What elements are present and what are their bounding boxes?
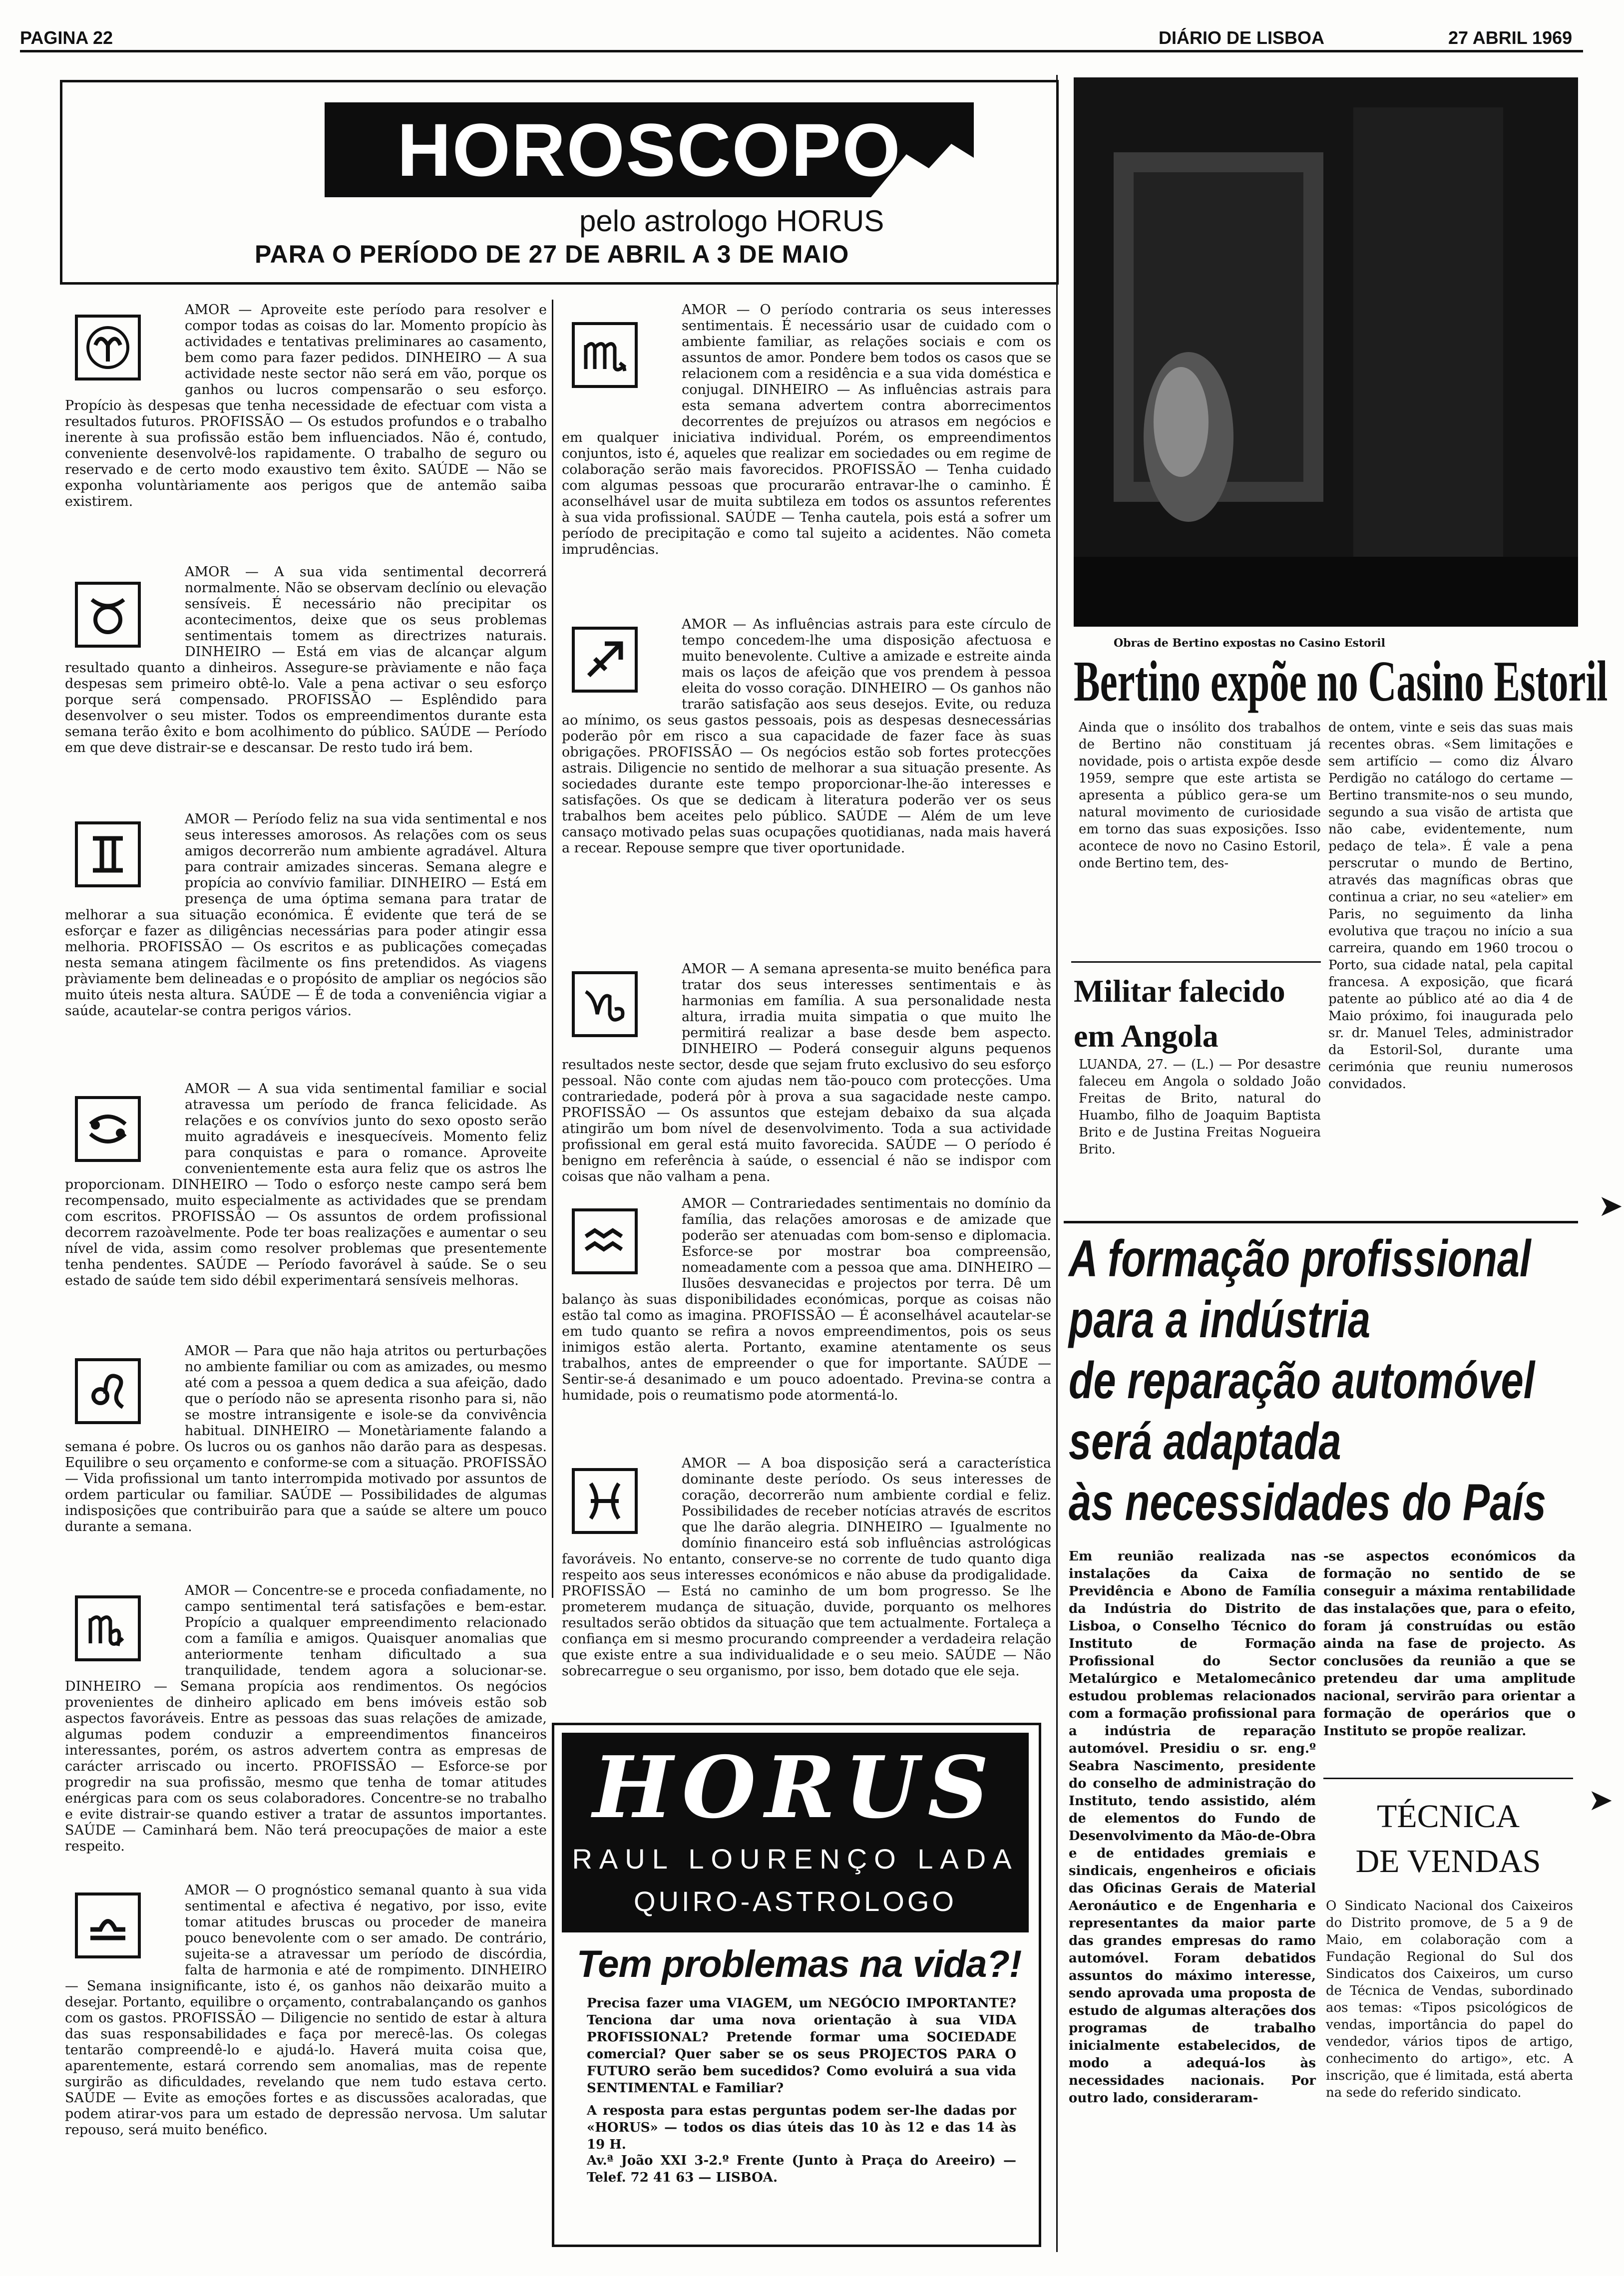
horoscope-text: AMOR — O prognóstico semanal quanto à sua vida sentimental e afectiva é negativo, por isso, evite tomar atitudes bruscas ou proceder de maneira pouco benevolente com o ser amado. De contrário, sujeita-se a atravessar um período de discórdia, falta de harmonia e até de rompimento. DINHEIRO — Semana insignificante, isto é, os ganhos não deixarão muito a desejar. Portanto, equilibre o orçamento, contrabalançando os ganhos com os gastos. PROFISSÃO — Diligencie no sentido de estar à altura das suas responsabilidades e faça por merecê-las. Os colegas tentarão compreendê-lo e ajudá-lo. Haverá muita coisa que, aparentemente, estará correndo sem anomalias, mas de repente surgirão as dificuldades, revelando que nem tudo estava certo. SAÚDE — Evite as emoções fortes e as discussões acaloradas, que podem atirar-vos para um estado de depressão nervosa. Um salutar repouso, será muito benéfico. [65, 1883, 547, 2138]
column-rule [1056, 75, 1058, 2252]
formacao-headline-line-4: será adaptada [1069, 1413, 1341, 1471]
horoscope-text: AMOR — A sua vida sentimental decorrerá normalmente. Não se observam declínio ou elevação sensíveis. É necessário não precipitar os acontecimentos, deixe que os seus problemas sentimentais tomem as directrizes naturais. DINHEIRO — Está em vias de alcançar algum resultado quanto a dinheiros. Assegure-se pràviamente e não faça despesas sem primeiro obtê-lo. Vale a pena activar o seu esforço porque será compensado. PROFISSÃO — Esplêndido para desenvolver o seu mister. Todos os empreendimentos durante esta semana terão êxito e bom acolhimento do público. SAÚDE — Período em que deve distrair-se e descansar. De resto tudo irá bem. [65, 564, 547, 756]
horoscope-text: AMOR — O período contraria os seus interesses sentimentais. É necessário usar de cuidado com o ambiente familiar, as relações sociais e com os assuntos de amor. Pondere bem todos os casos que se relacionem com a residência e a sua vida doméstica e conjugal. DINHEIRO — As influências astrais para esta semana advertem contra aborrecimentos decorrentes de prejuízos ou atrasos em negócios e em qualquer iniciativa individual. Porém, os empreendimentos conjuntos, isto é, aqueles que realizar em sociedades ou em regime de colaboração serão mais favorecidos. PROFISSÃO — Tenha cuidado com algumas pessoas que procurarão entravar-lhe o caminho. É aconselhável usar de muita subtileza em todos os assuntos referentes à sua vida profissional. SAÚDE — Tenha cautela, pois está a sofrer um período de precipitação e como tal sujeito a acidentes. Não cometa imprudências. [562, 302, 1051, 557]
horoscope-text: AMOR — Contrariedades sentimentais no domínio da família, das relações amorosas e de amizade que poderão ser atenuadas com bom-senso e diplomacia. Esforce-se por mostrar boa compreensão, nomeadamente com a pessoa que ama. DINHEIRO — Ilusões desvanecidas e projectos por terra. Dê um balanço às suas disponibilidades económicas, porque as coisas não estão tal como as imagina. PROFISSÃO — É aconselhável acautelar-se em tudo quanto se refira a novos empreendimentos, pois os seus inimigos estão alerta. Portanto, examine atentamente os seus trabalhos, antes de empreender o que for importante. SAÚDE — Sentir-se-á desanimado e um pouco adoentado. Previna-se contra a humidade, pois o reumatismo pode atormentá-lo. [562, 1196, 1051, 1403]
page-number: PAGINA 22 [20, 27, 113, 48]
formacao-column-2: -se aspectos económicos da formação no sentido de se conseguir a máxima rentabilidade das instalações que, para o efeito, foram já construídas ou estão ainda na fase de projecto. As conclusões da reunião a que se pretendeu dar uma amplitude nacional, servirão para orientar a formação de operários que o Instituto se propõe realizar. [1323, 1549, 1576, 1739]
ad-astrologer-name: RAUL LOURENÇO LADA [572, 1843, 1019, 1875]
formacao-headline-line-5: às necessidades do País [1069, 1474, 1546, 1531]
horoscope-period: PARA O PERÍODO DE 27 DE ABRIL A 3 DE MAIO [255, 240, 849, 268]
margin-arrow-icon: ➤ [1588, 1783, 1614, 1818]
bertino-artwork-photo [1074, 77, 1578, 627]
section-rule [1323, 1778, 1573, 1779]
horoscope-entry [65, 1583, 547, 1863]
horoscope-text: AMOR — Aproveite este período para resolver e compor todas as coisas do lar. Momento propício às actividades e tentativas preliminares ao casamento, bem como para fazer pedidos. DINHEIRO — A sua actividade neste sector não será em vão, porque os ganhos ou lucros compensarão o seu esforço. Propício às despesas que tenha necessidade de efectuar com vista a resultados futuros. PROFISSÃO — Os estudos profundos e o trabalho inerente à sua profissão estão bem influenciados. Não é, contudo, conveniente desenvolvê-los rapidamente. O trabalho de seguro ou reservado e de certo modo exaustivo tem êxito. SAÚDE — Não se exponha voluntàriamente aos perigos que de antemão saiba existirem. [65, 302, 547, 509]
bertino-column-2: de ontem, vinte e seis das suas mais recentes obras. «Sem limitações e sem artifício — como diz Álvaro Perdigão no catálogo do certame — Bertino transmite-nos o seu mundo, segundo a sua visão de artista que não cabe, evidentemente, num pedaço de tela». É vale a pena perscrutar o mundo de Bertino, através das magníficas obras que continua a criar, no seu «atelier» em Paris, no seguimento da linha evolutiva que traçou no início a sua carreira, quando em 1960 trocou o Porto, sua cidade natal, pela capital francesa. A exposição, que ficará patente ao público até ao dia 4 de Maio próximo, foi inaugurada pelo sr. dr. Manuel Teles, administrador da Estoril-Sol, durante uma cerimónia que reuniu numerosos convidados. [1328, 720, 1573, 1092]
horoscope-entry [65, 302, 547, 524]
ad-brand: HORUS [592, 1738, 998, 1838]
ad-answer: A resposta para estas perguntas podem ser-lhe dadas por «HORUS» — todos os dias úteis das 10 às 12 e das 14 às 19 H. [587, 2103, 1016, 2152]
bertino-headline: Bertino expõe no Casino Estoril [1074, 650, 1608, 714]
ad-astrologer-role: QUIRO-ASTROLOGO [634, 1886, 957, 1917]
issue-date: 27 ABRIL 1969 [1448, 27, 1573, 48]
section-rule [1071, 961, 1321, 963]
horoscope-entry [65, 564, 547, 786]
horoscope-entry [65, 811, 547, 1066]
horoscope-byline: pelo astrologo HORUS [579, 204, 884, 238]
tecnica-headline-line-1: TÉCNICA [1377, 1798, 1520, 1835]
horoscope-entry [562, 617, 1051, 881]
horoscope-entry [65, 1081, 547, 1336]
horoscope-title: HOROSCOPO [397, 108, 901, 192]
horoscope-text: AMOR — A sua vida sentimental familiar e social atravessa um período de franca felicidade. As relações e os convívios junto do sexo oposto serão muito agradáveis e inesquecíveis. Momento feliz para conquistas e para o romance. Aproveite convenientemente esta aura feliz que os astros lhe proporcionam. DINHEIRO — Todo o esforço neste campo será bem recompensado, muito especialmente as actividades que se prendam com escritos. PROFISSÃO — Os assuntos de ordem profissional decorrem razoàvelmente. Pode ter boas realizações e aumentar o seu nível de vida, assim como resolver problemas que presentemente tenha pendentes. SAÚDE — Período favorável à saúde. Se o seu estado de saúde tem sido débil experimentará sensíveis melhoras. [65, 1081, 547, 1288]
horoscope-text: AMOR — Período feliz na sua vida sentimental e nos seus interesses amorosos. As relações com os seus amigos decorrerão num ambiente agradável. Altura para contrair amizades sinceras. Semana alegre e propícia ao convívio familiar. DINHEIRO — Está em presença de uma óptima semana para tratar de melhorar a sua situação económica. É evidente que terá de se esforçar e fazer as diligências necessárias para poder atingir essa melhoria. PROFISSÃO — Os escritos e as publicações começadas nesta semana atingem fàcilmente os fins pretendidos. As viagens pràviamente bem delineadas e o propósito de ampliar os negócios são muito úteis nesta altura. SAÚDE — É de toda a conveniência vigiar a saúde, acautelar-se contra perigos vários. [65, 811, 547, 1019]
formacao-headline-line-2: para a indústria [1069, 1291, 1371, 1349]
horoscope-entry [562, 302, 1051, 602]
margin-arrow-icon: ➤ [1598, 1188, 1624, 1223]
column-rule [552, 300, 553, 1598]
militar-text: LUANDA, 27. — (L.) — Por desastre faleceu em Angola o soldado João Freitas de Brito, natural do Huambo, filho de Joaquim Baptista Brito e de Justina Freitas Nogueira Brito. [1079, 1057, 1321, 1157]
ad-address: Av.ª João XXI 3-2.º Frente (Junto à Praça do Areeiro) — Telef. 72 41 63 — LISBOA. [587, 2153, 1016, 2185]
bertino-column-1: Ainda que o insólito dos trabalhos de Bertino não constituam já novidade, pois o artista expõe desde 1959, sempre que este artista se apresenta a público gera-se um natural movimento de curiosidade em torno das suas exposições. Isso acontece de novo no Casino Estoril, onde Bertino tem, des- [1079, 720, 1321, 871]
ad-body: Precisa fazer uma VIAGEM, um NEGÓCIO IMPORTANTE? Tenciona dar uma nova orientação à sua VIDA PROFISSIONAL? Pretende formar uma SOCIEDADE comercial? Quer saber se os seus PROJECTOS PARA O FUTURO serão bem sucedidos? Como evoluirá a sua vida SENTIMENTAL e Familiar? [587, 1996, 1016, 2096]
horoscope-text: AMOR — A semana apresenta-se muito benéfica para tratar dos seus interesses sentimentais e às harmonias em família. A sua personalidade nesta altura, irradia muita simpatia o que muito lhe permitirá realizar a base desde bem aspecto. DINHEIRO — Poderá conseguir alguns pequenos resultados neste sector, desde que sejam fruto exclusivo do seu esforço pessoal. Não conte com ajudas nem tão-pouco com protecções. Uma contrariedade, poderá pôr à prova a sua sagacidade neste campo. PROFISSÃO — Os assuntos que estejam debaixo da sua alçada atingirão um bom nível de desenvolvimento. Toda a sua actividade profissional em geral está muito favorecida. SAÚDE — O período é benigno em referência à saúde, o essencial é não se indispor com coisas que não valham a pena. [562, 961, 1051, 1184]
newspaper-name: DIÁRIO DE LISBOA [1159, 27, 1325, 48]
photo-caption: Obras de Bertino expostas no Casino Estoril [1114, 637, 1385, 650]
horoscope-title-block [325, 102, 974, 197]
horoscope-text: AMOR — A boa disposição será a característica dominante deste período. Os seus interesses de coração, decorrerão num ambiente cordial e feliz. Possibilidades de receber notícias através de escritos que lhe darão alegria. DINHEIRO — Igualmente no domínio financeiro está sob influências astrológicas favoráveis. No entanto, conserve-se no corrente de tudo quanto diga respeito aos seus interesses económicos e não abuse da prodigalidade. PROFISSÃO — Está no caminho de um bom progresso. Se lhe prometerem mudança de situação, duvide, porquanto os melhores resultados serão obtidos da situação que tem actualmente. Fortaleça a confiança em si mesmo procurando compreender a verdadeira relação que existe entre a sua individualidade e o seu meio. SAÚDE — Não sobrecarregue o seu organismo, por isso, bem dotado que ele seja. [562, 1456, 1051, 1679]
horoscope-entry [65, 1883, 547, 2162]
tecnica-headline-line-2: DE VENDAS [1355, 1843, 1541, 1880]
horoscope-text: AMOR — Para que não haja atritos ou perturbações no ambiente familiar ou com as amizades, ou mesmo até com a pessoa a quem dedica a sua afeição, dado que o período não se apresenta risonho para si, não se mostre intransigente e isole-se da convivência habitual. DINHEIRO — Monetàriamente falando a semana é pobre. Os lucros ou os ganhos não darão para as despesas. Equilibre o seu orçamento e conforme-se com a situação. PROFISSÃO — Vida profissional um tanto interrompida motivado por assuntos de ordem particular ou familiar. SAÚDE — Possibilidades de algumas indisposições que contribuirão para que a saúde se altere um pouco durante a semana. [65, 1343, 547, 1534]
formacao-headline-line-3: de reparação automóvel [1069, 1352, 1535, 1410]
militar-headline-line-1: Militar falecido [1074, 973, 1285, 1009]
horoscope-entry [562, 1196, 1051, 1431]
horoscope-entry [562, 1456, 1051, 1705]
ad-headline: Tem problemas na vida?! [576, 1943, 1022, 1985]
formacao-headline-line-1: A formação profissional [1069, 1230, 1531, 1288]
horoscope-entry [65, 1343, 547, 1583]
horoscope-entry [562, 961, 1051, 1184]
militar-headline-line-2: em Angola [1074, 1018, 1218, 1054]
horoscope-text: AMOR — As influências astrais para este círculo de tempo concedem-lhe uma disposição afectuosa e muito benevolente. Cultive a amizade e estreite ainda mais os laços de afeição que vos prendem à pessoa eleita do vosso coração. DINHEIRO — Os ganhos não trarão satisfação aos seus desejos. Evite, ou reduza ao mínimo, os seus gastos pessoais, pois as despesas desnecessárias poderão pôr em risco a sua capacidade de fazer face às suas obrigações. PROFISSÃO — Os negócios estão sob fortes protecções astrais. Diligencie no sentido de melhorar a sua situação presente. As sociedades durante este tempo proporcionar-lhe-ão interesses e satisfações. Os que se dedicam à literatura poderão ver os seus trabalhos bem aceites pelo público. SAÚDE — Além de um leve cansaço motivado pelas suas ocupações quotidianas, nada mais haverá a recear. Repouse sempre que tiver oportunidade. [562, 617, 1051, 856]
tecnica-text: O Sindicato Nacional dos Caixeiros do Distrito promove, de 5 a 9 de Maio, em colaboração com a Fundação Regional do Sul dos Sindicatos dos Caixeiros, um curso de Técnica de Vendas, subordinado aos temas: «Tipos psicológicos de vendas, importância do papel do vendedor, vários tipos de artigo, conhecimento do artigo», etc. A inscrição, que é limitada, está aberta na sede do referido sindicato. [1326, 1898, 1573, 2100]
horoscope-text: AMOR — Concentre-se e proceda confiadamente, no campo sentimental terá satisfações e bem-estar. Propício a qualquer empreendimento relacionado com a família e amigos. Quaisquer anomalias que anteriormente tenham dificultado a sua tranquilidade, tendem agora a solucionar-se. DINHEIRO — Semana propícia aos rendimentos. Os negócios provenientes de dinheiro aplicado em bens imóveis estão sob aspectos favoráveis. Entre as pessoas das suas relações de amizade, algumas podem conduzir a empreendimentos financeiros interessantes, porém, os astros advertem contra as empresas de carácter arriscado ou incerto. PROFISSÃO — Esforce-se por progredir na sua profissão, mesmo que tenha de tomar atitudes enérgicas para com os seus colaboradores. Concentre-se no trabalho e evite distrair-se quando estiver a tratar de assuntos importantes. SAÚDE — Caminhará bem. Não terá preocupações de maior a este respeito. [65, 1583, 547, 1854]
formacao-column-1: Em reunião realizada nas instalações da Caixa de Previdência e Abono de Família da Indústria do Distrito de Lisboa, o Conselho Técnico do Instituto de Formação Profissional do Sector Metalúrgico e Metalomecânico estudou problemas relacionados com a formação profissional para a indústria de reparação automóvel. Presidiu o sr. eng.º Seabra Nascimento, presidente do conselho de administração do Instituto, tendo assistido, além de elementos do Fundo de Desenvolvimento da Mão-de-Obra e de entidades gremiais e sindicais, engenheiros e oficiais das Oficinas Gerais de Material Aeronáutico e de Engenharia e representantes da maior parte das grandes empresas do ramo automóvel. Foram debatidos assuntos do máximo interesse, sendo aprovada uma proposta de estudo de algumas alterações dos programas de trabalho inicialmente estabelecidos, de modo a adequá-los às necessidades nacionais. Por outro lado, consideraram- [1069, 1549, 1316, 2106]
masthead-rule [20, 50, 1583, 52]
section-rule [1064, 1221, 1578, 1223]
